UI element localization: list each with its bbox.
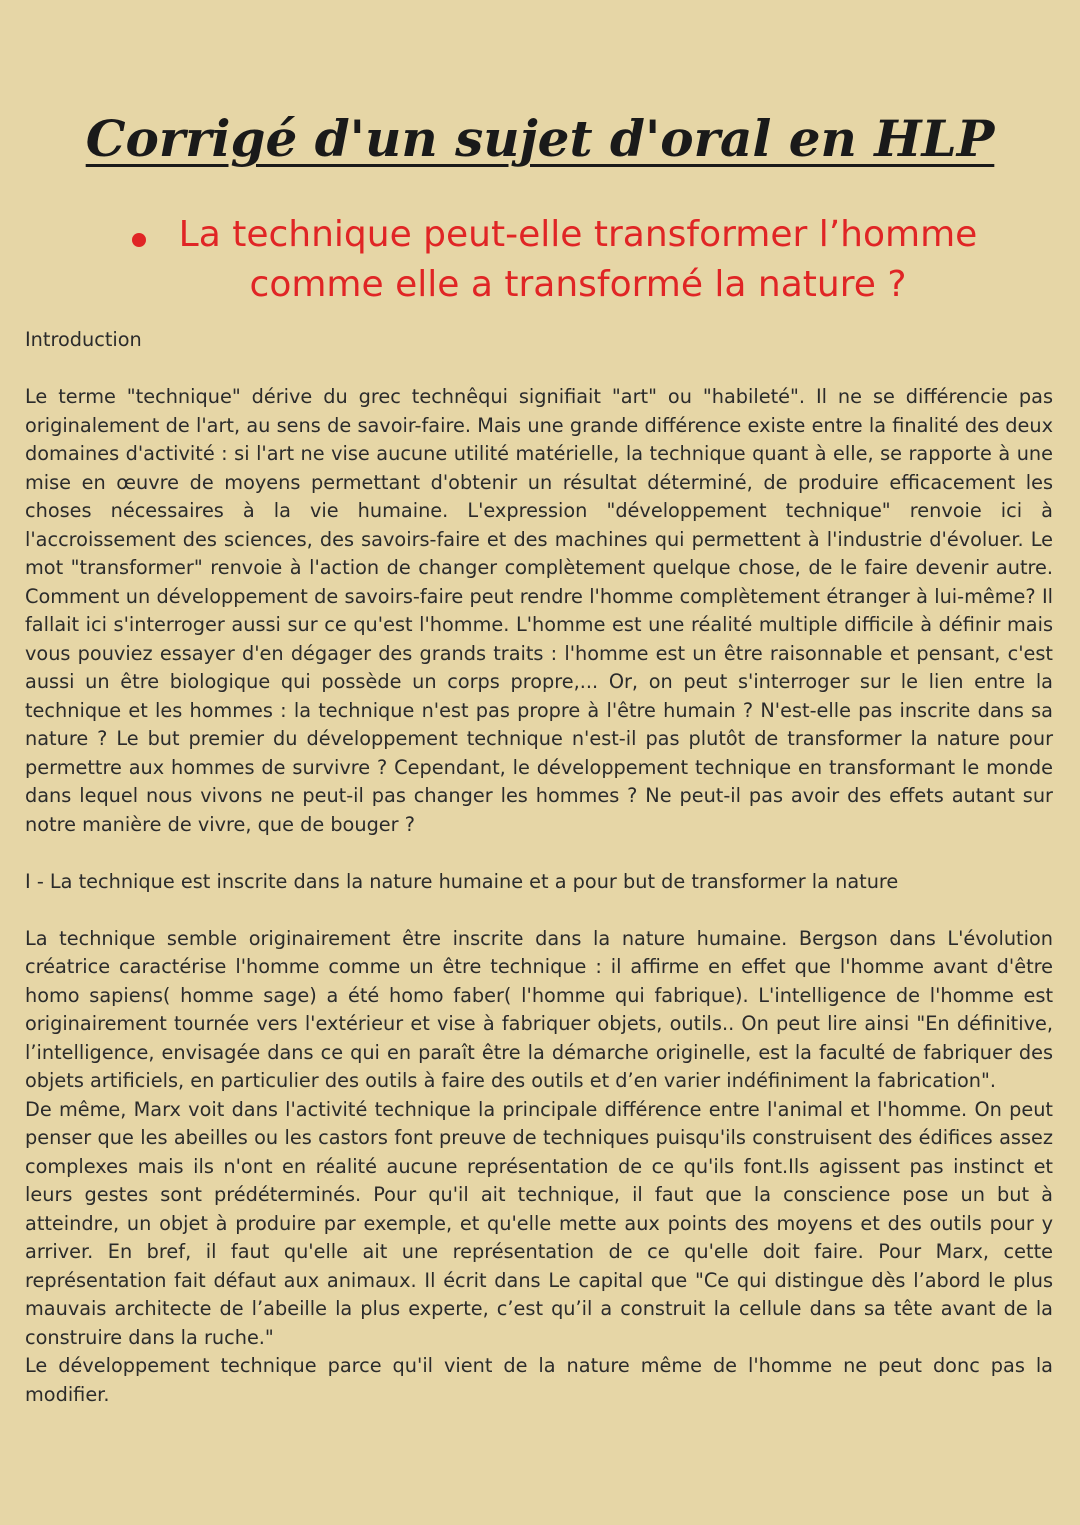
part1-heading: I - La technique est inscrite dans la nature humaine et a pour but de transformer la nature <box>25 869 899 893</box>
page-title: Corrigé d'un sujet d'oral en HLP <box>85 109 995 168</box>
document-body <box>25 326 1053 1409</box>
part1-paragraph-3: Le développement technique parce qu'il vient de la nature même de l'homme ne peut donc pas la modifier. <box>25 1354 1053 1406</box>
spacer <box>25 896 1053 925</box>
intro-heading: Introduction <box>25 328 142 351</box>
part1-paragraph-2: De même, Marx voit dans l'activité technique la principale différence entre l'animal et l'homme. On peut penser que les abeilles ou les castors font preuve de techniques puisqu'ils construisent des édifices assez complexes mais ils n'ont en réalité aucune représentation de ce qu'ils font.Ils agissent pas instinct et leurs gestes sont prédéterminés. Pour qu'il ait technique, il faut que la conscience pose un but à atteindre, un objet à produire par exemple, et qu'elle mette aux points des moyens et des outils pour y arriver. En bref, il faut qu'elle ait une représentation de ce qu'elle doit faire. Pour Marx, cette représentation fait défaut aux animaux. Il écrit dans Le capital que "Ce qui distingue dès l’abord le plus mauvais architecte de l’abeille la plus experte, c’est qu’il a construit la cellule dans sa tête avant de la construire dans la ruche." <box>25 1097 1053 1349</box>
subject-question: La technique peut-elle transformer l’homme comme elle a transformé la nature ? <box>178 214 978 305</box>
bullet-icon <box>132 233 146 247</box>
spacer <box>25 839 1053 868</box>
part1-paragraph-1: La technique semble originairement être inscrite dans la nature humaine. Bergson dans L'évolution créatrice caractérise l'homme comme un être technique : il affirme en effet que l'homme avant d'être homo sapiens( homme sage) a été homo faber( l'homme qui fabrique). L'intelligence de l'homme est originairement tournée vers l'extérieur et vise à fabriquer objets, outils.. On peut lire ainsi "En définitive, l’intelligence, envisagée dans ce qui en paraît être la démarche originelle, est la faculté de fabriquer des objets artificiels, en particulier des outils à faire des outils et d’en varier indéfiniment la fabrication". <box>25 926 1053 1092</box>
intro-paragraph: Le terme "technique" dérive du grec technêqui signifiait "art" ou "habileté". Il ne se différencie pas originalement de l'art, au sens de savoir-faire. Mais une grande différence existe entre la finalité des deux domaines d'activité : si l'art ne vise aucune utilité matérielle, la technique quant à elle, se rapporte à une mise en œuvre de moyens permettant d'obtenir un résultat déterminé, de produire efficacement les choses nécessaires à la vie humaine. L'expression "développement technique" renvoie ici à l'accroissement des sciences, des savoirs-faire et des machines qui permettent à l'industrie d'évoluer. Le mot "transformer" renvoie à l'action de changer complètement quelque chose, de le faire devenir autre. Comment un développement de savoirs-faire peut rendre l'homme complètement étranger à lui-même? Il fallait ici s'interroger aussi sur ce qu'est l'homme. L'homme est une réalité multiple difficile à définir mais vous pouviez essayer d'en dégager des grands traits : l'homme est un être raisonnable et pensant, c'est aussi un être biologique qui possède un corps propre,... Or, on peut s'interroger sur le lien entre la technique et les hommes : la technique n'est pas propre à l'être humain ? N'est-elle pas inscrite dans sa nature ? Le but premier du développement technique n'est-il pas plutôt de transformer la nature pour permettre aux hommes de survivre ? Cependant, le développement technique en transformant le monde dans lequel nous vivons ne peut-il pas changer les hommes ? Ne peut-il pas avoir des effets autant sur notre manière de vivre, que de bouger ? <box>25 385 1053 836</box>
spacer <box>25 355 1053 384</box>
subject-item <box>132 210 992 310</box>
